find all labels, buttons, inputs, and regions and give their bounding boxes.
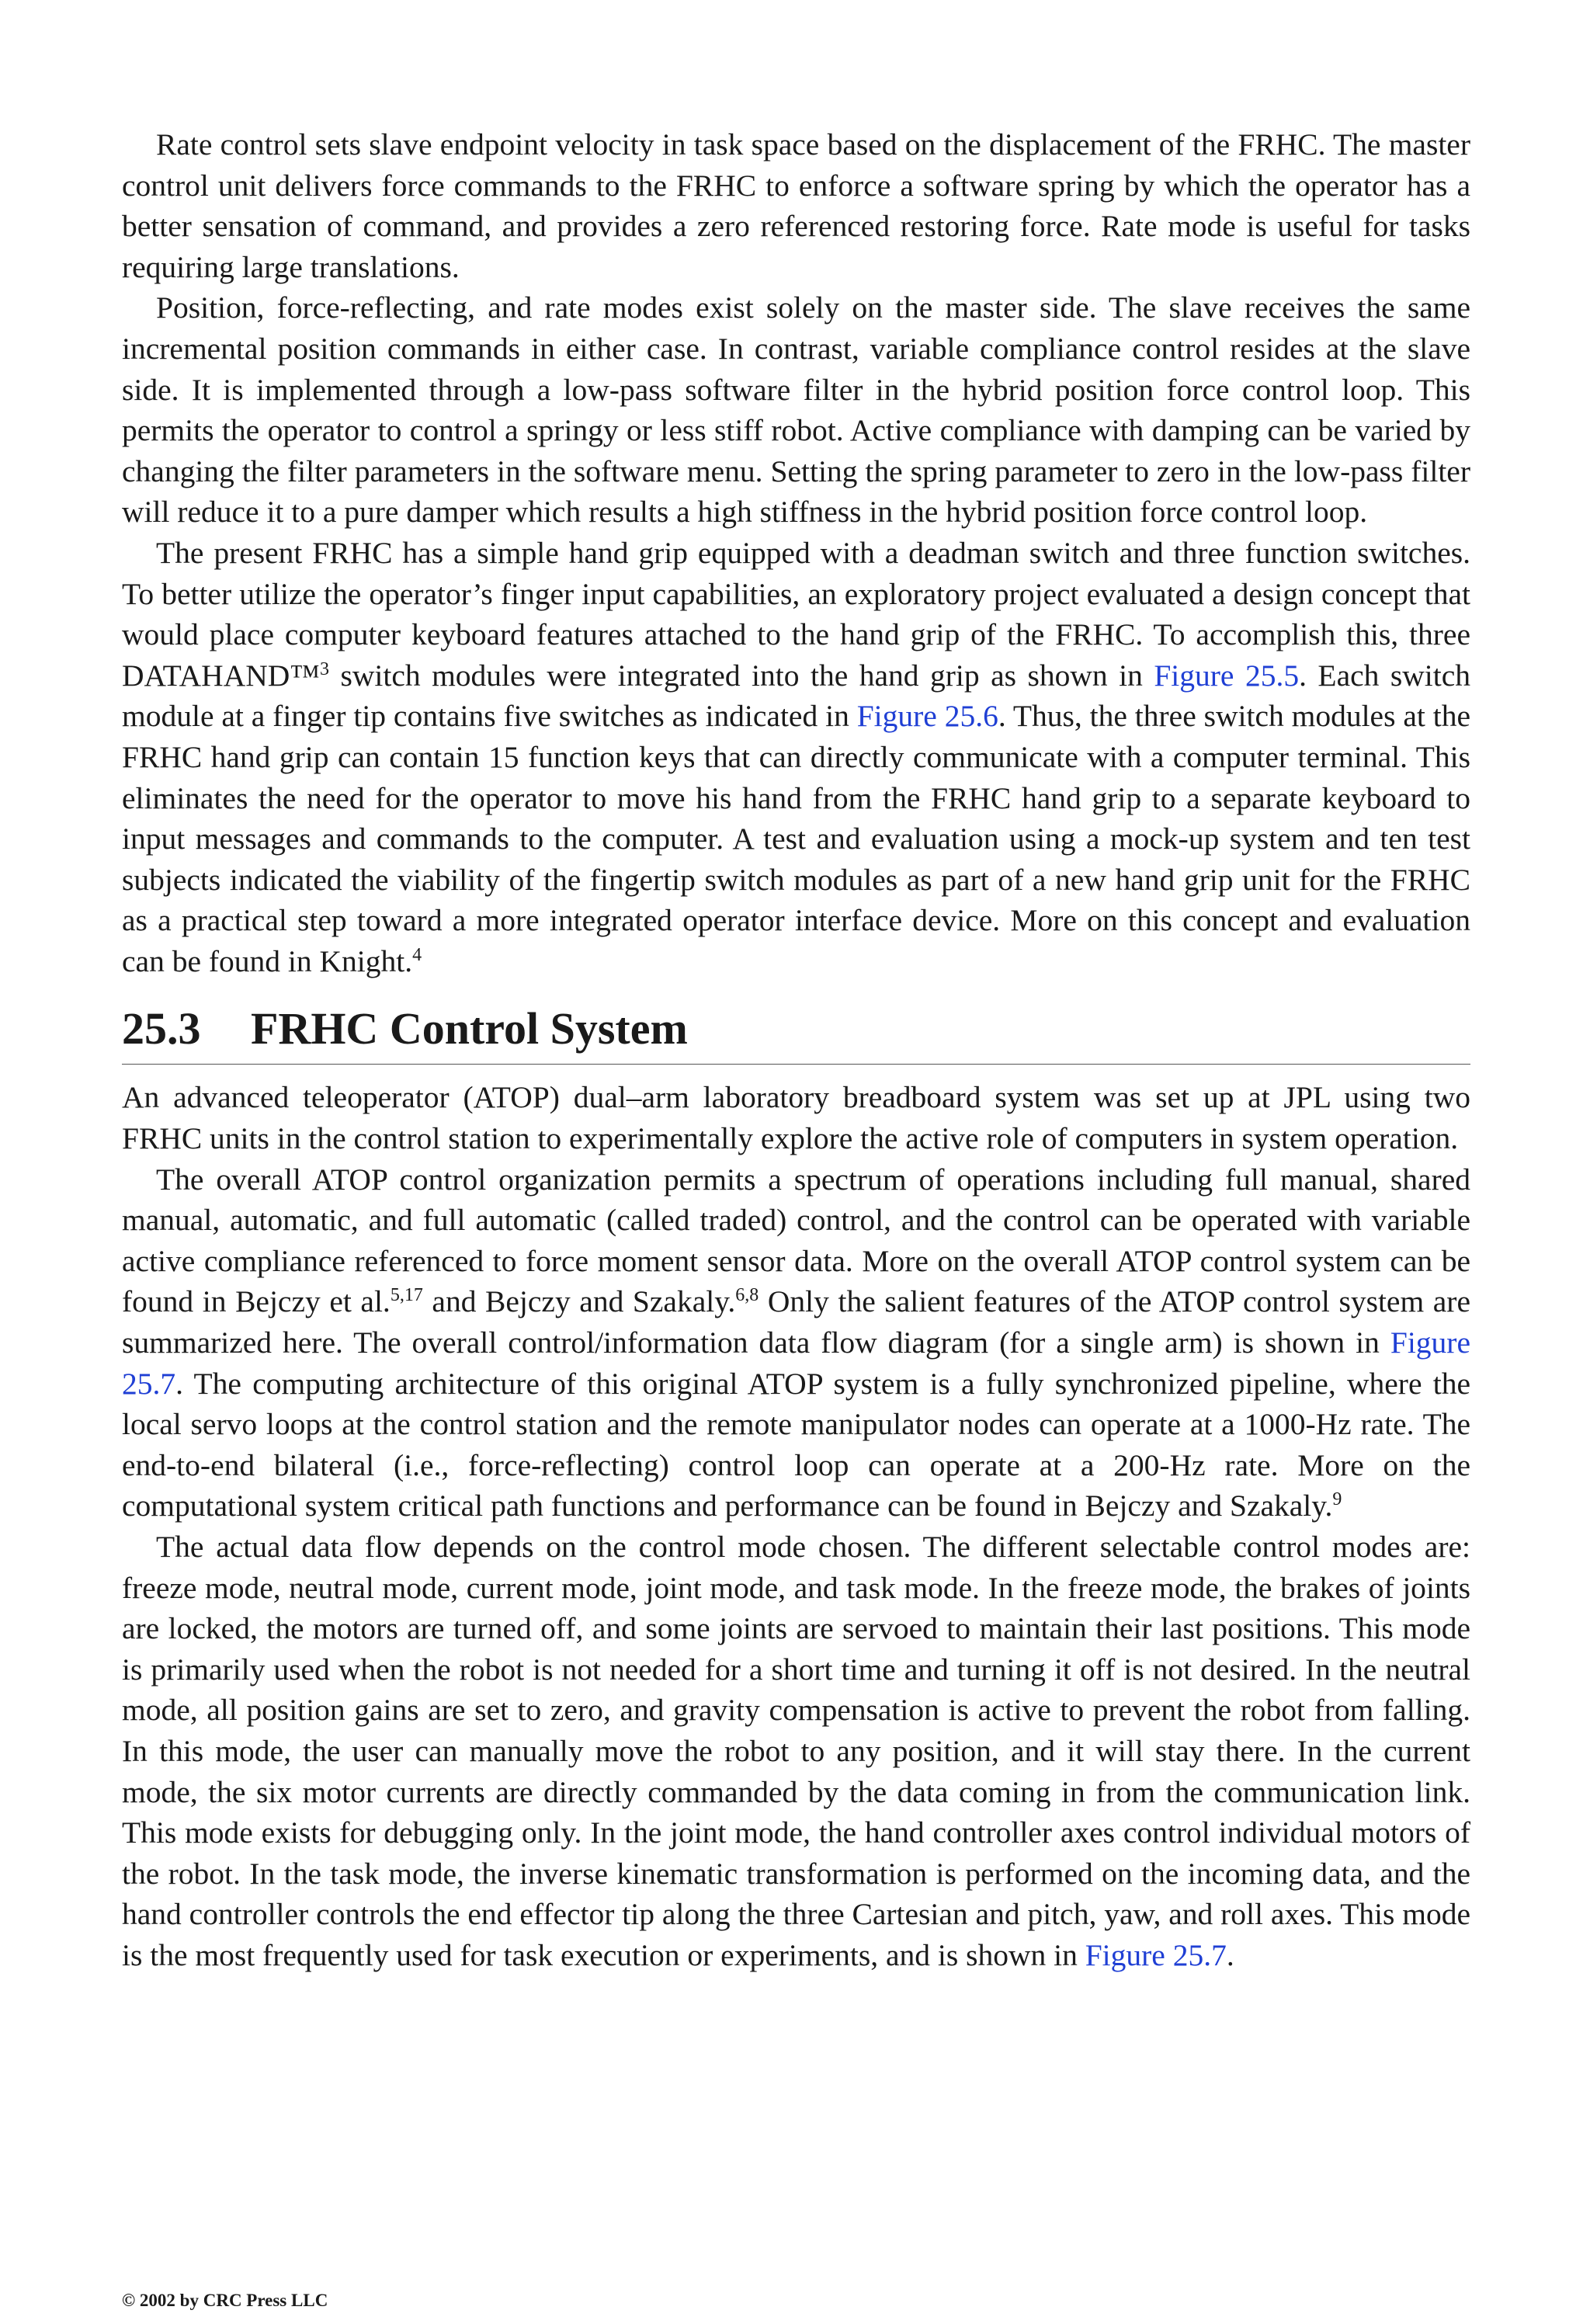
paragraph-text: Rate control sets slave endpoint velocity in task space based on the displacement of the FRHC. The master control unit delivers force commands to the FRHC to enforce a software spring by which the operator has a better sensation of command, and provides a zero referenced restoring force. Rate mode is useful for tasks requiring large translations. bbox=[122, 127, 1470, 284]
figure-link[interactable]: Figure 25.7 bbox=[1085, 1937, 1227, 1972]
reference-superscript: 5,17 bbox=[390, 1285, 423, 1306]
paragraph-hand-grip bbox=[122, 533, 1470, 982]
figure-link[interactable]: Figure 25.5 bbox=[1154, 658, 1300, 693]
paragraph-text: An advanced teleoperator (ATOP) dual–arm laboratory breadboard system was set up at JPL using two FRHC units in the control station to experimentally explore the active role of computers in system operation. bbox=[122, 1080, 1470, 1156]
section-number: 25.3 bbox=[122, 1003, 201, 1054]
paragraph-text: The actual data flow depends on the control mode chosen. The different selectable control modes are: freeze mode, neutral mode, current mode, joint mode, and task mode. In the freeze mode, the brakes of joints are locked, the motors are turned off, and some joints are servoed to maintain their last positions. This mode is primarily used when the robot is not needed for a short time and turning it off is not desired. In the neutral mode, all position gains are set to zero, and gravity compensation is active to prevent the robot from falling. In this mode, the user can manually move the robot to any position, and it will stay there. In the current mode, the six motor currents are directly commanded by the data coming in from the communication link. This mode exists for debugging only. In the joint mode, the hand controller axes control individual motors of the robot. In the task mode, the inverse kinematic transformation is performed on the incoming data, and the hand controller controls the end effector tip along the three Cartesian and pitch, yaw, and roll axes. This mode is the most frequently used for task execution or experiments, and is shown in bbox=[122, 1530, 1470, 1972]
figure-link[interactable]: Figure 25.7 bbox=[122, 1325, 1470, 1401]
reference-superscript: 3 bbox=[319, 658, 329, 679]
paragraph-rate-control bbox=[122, 124, 1470, 287]
section-heading bbox=[122, 1005, 1470, 1065]
paragraph-text: The present FRHC has a simple hand grip equipped with a deadman switch and three function switches. To better utilize the operator’s finger input capabilities, an exploratory project evaluated a design concept that would place computer keyboard features attached to the hand grip of the FRHC. To accomplish this, three DATAHAND™ bbox=[122, 535, 1470, 693]
paragraph-text: and Bejczy and Szakaly. bbox=[422, 1284, 736, 1319]
paragraph-atop-intro bbox=[122, 1077, 1470, 1159]
paragraph-text: switch modules were integrated into the hand grip as shown in bbox=[328, 658, 1154, 693]
paragraph-text: Position, force-reflecting, and rate modes exist solely on the master side. The slave receives the same incremental position commands in either case. In contrast, variable compliance control resides at the slave side. It is implemented through a low-pass software filter in the hybrid position force control loop. This permits the operator to control a springy or less stiff robot. Active compliance with damping can be varied by changing the filter parameters in the software menu. Setting the spring parameter to zero in the low-pass filter will reduce it to a pure damper which results a high stiffness in the hybrid position force control loop. bbox=[122, 290, 1470, 530]
paragraphs-top bbox=[122, 124, 1470, 981]
paragraph-text: . Each switch module at a finger tip contains five switches as indicated in bbox=[122, 658, 1470, 734]
figure-link[interactable]: Figure 25.6 bbox=[856, 699, 998, 734]
paragraph-text: Only the salient features of the ATOP control system are summarized here. The overall control/information data flow diagram (for a single arm) is shown in bbox=[122, 1284, 1470, 1360]
section-title: FRHC Control System bbox=[251, 1003, 688, 1054]
paragraph-text: . bbox=[1226, 1937, 1234, 1972]
paragraph-text: The overall ATOP control organization permits a spectrum of operations including full manual, shared manual, automatic, and full automatic (called traded) control, and the control can be operated with variable active compliance referenced to force moment sensor data. More on the overall ATOP control system can be found in Bejczy et al. bbox=[122, 1162, 1470, 1319]
paragraphs-bottom bbox=[122, 1077, 1470, 1975]
reference-superscript: 6,8 bbox=[735, 1285, 759, 1306]
page-body bbox=[122, 124, 1470, 1976]
paragraph-atop-organization bbox=[122, 1159, 1470, 1527]
paragraph-modes-master-side bbox=[122, 287, 1470, 533]
reference-superscript: 9 bbox=[1332, 1489, 1342, 1510]
copyright-footer: © 2002 by CRC Press LLC bbox=[122, 2291, 328, 2310]
paragraph-data-flow-modes bbox=[122, 1527, 1470, 1976]
paragraph-text: . The computing architecture of this original ATOP system is a fully synchronized pipeline, where the local servo loops at the control station and the remote manipulator nodes can operate at a 1000-Hz rate. The end-to-end bilateral (i.e., force-reflecting) control loop can operate at a 200-Hz rate. More on the computational system critical path functions and performance can be found in Bejczy and Szakaly. bbox=[122, 1366, 1470, 1523]
paragraph-text: . Thus, the three switch modules at the FRHC hand grip can contain 15 function keys that can directly communicate with a computer terminal. This eliminates the need for the operator to move his hand from the FRHC hand grip to a separate keyboard to input messages and commands to the computer. A test and evaluation using a mock-up system and ten test subjects indicated the viability of the fingertip switch modules as part of a new hand grip unit for the FRHC as a practical step toward a more integrated operator interface device. More on this concept and evaluation can be found in Knight. bbox=[122, 699, 1470, 978]
reference-superscript: 4 bbox=[412, 944, 422, 965]
